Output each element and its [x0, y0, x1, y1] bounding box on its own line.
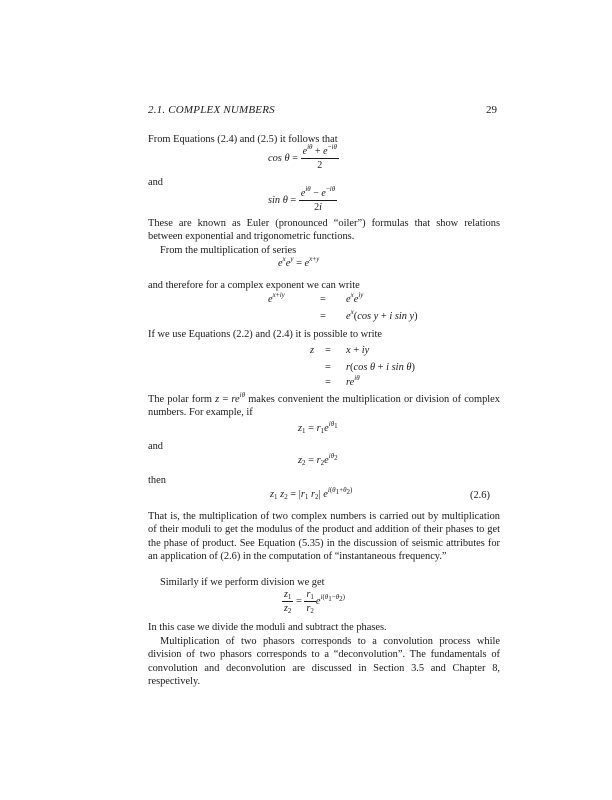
equation-sin: sin θ = $\frac{e^{i\theta} - e^{-i\theta}}{2i}$	[268, 185, 336, 213]
equation-number: (2.6)	[470, 490, 490, 501]
equation-z2: $z_2 = r_2e^{i\theta_2}$	[298, 452, 338, 467]
paragraph-polar-form-b: makes convenient the multiplication or division of complex numbers. For example, if	[148, 394, 500, 419]
equals-5: =	[325, 377, 331, 388]
equals-3: =	[325, 345, 331, 356]
equation-z1: $z_1 = r_1e^{i\theta_1}$	[298, 420, 338, 435]
word-and-1: and	[148, 177, 164, 188]
equation-product: $z_1$ $z_2 = |r_1$ $r_2|$ $e^{i(\theta_1+\theta_2)}$	[270, 486, 353, 501]
paragraph-division-explain: In this case we divide the moduli and subtract the phases.	[148, 622, 387, 633]
equals-4: =	[325, 362, 331, 373]
paragraph-phasors: Multiplication of two phasors corresponds to a convolution process while division of two phasors corresponds to a “deconvolution”. The fundamentals of convolution and deconvolution are discussed in Section 3.5 and Chapter 8, respectively.	[148, 636, 500, 687]
word-and-2: and	[148, 441, 164, 452]
paragraph-division-intro: Similarly if we perform division we get	[160, 577, 325, 588]
equation-cos: cos θ = $\frac{e^{i\theta} + e^{-i\theta}}{2}$	[268, 143, 337, 171]
equation-complex-exp-line1: $e^{x+iy}$	[268, 291, 285, 305]
word-then: then	[148, 475, 166, 486]
running-header: 2.1. COMPLEX NUMBERS	[148, 104, 275, 116]
paragraph-polar-intro: If we use Equations (2.2) and (2.4) it is possible to write	[148, 329, 383, 340]
equation-exp-product: $e^xe^y = e^{x+y}$	[278, 255, 320, 269]
equation-division: $\frac{z_1}{z_2}$ = $\frac{r_1}{r_2}$ $e^{i(\theta_1-\theta_2)}$	[284, 589, 345, 615]
equals-2: =	[320, 311, 326, 322]
paragraph-multiplication: That is, the multiplication of two complex numbers is carried out by multiplication of their moduli to get the modulus of the product and addition of their phases to get the phase of product. See Equation (5.35) in the discussion of seismic attributes for an application of (2.6) in the computation of “instantaneous frequency.”	[148, 511, 500, 562]
paragraph-intro: From Equations (2.4) and (2.5) it follows that	[148, 134, 338, 145]
page-number: 29	[486, 104, 497, 116]
equation-z-rhs1: x + iy	[346, 345, 370, 356]
paragraph-euler: These are known as Euler (pronounced “oiler”) formulas that show relations between exponential and trigonometric functions.	[148, 218, 500, 243]
paragraph-polar-form: The polar form $z = re^{i\theta}$ makes convenient the multiplication or division of complex numbers. For example, if	[148, 391, 500, 419]
equation-complex-exp-rhs2: $e^x(\cos$ y + i sin y)	[346, 308, 418, 322]
equation-complex-exp-rhs1: $e^xe^{iy}$	[346, 291, 364, 305]
equation-z-lhs: z	[310, 345, 315, 356]
paragraph-complex-exponent: and therefore for a complex exponent we can write	[148, 280, 360, 291]
equation-z-rhs3: $re^{i\theta}$	[346, 374, 360, 388]
paragraph-series: From the multiplication of series	[160, 245, 297, 256]
equals-1: =	[320, 294, 326, 305]
paragraph-polar-form-a: The polar form	[148, 394, 213, 405]
equation-z-rhs2: r(cos θ + i sin θ)	[346, 362, 415, 373]
